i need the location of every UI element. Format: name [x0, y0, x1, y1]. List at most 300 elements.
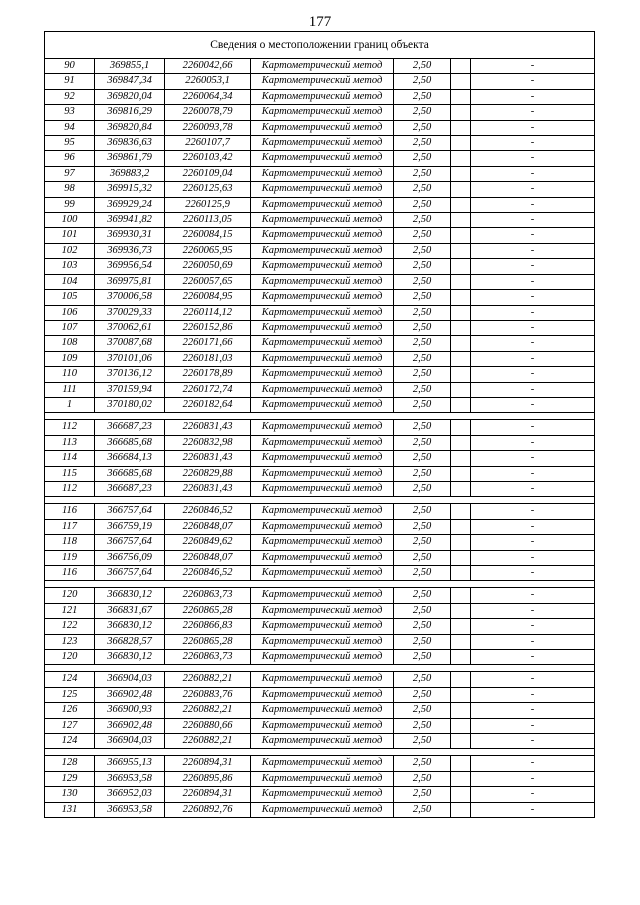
- point-number: 129: [45, 771, 95, 786]
- table-row: [45, 166, 595, 181]
- x-coordinate: 369847,34: [95, 74, 165, 89]
- y-coordinate: 2260895,86: [165, 771, 251, 786]
- description: -: [471, 435, 595, 450]
- point-number: 131: [45, 802, 95, 817]
- y-coordinate: 2260114,12: [165, 305, 251, 320]
- table-row: [45, 435, 595, 450]
- method: Картометрический метод: [251, 566, 394, 581]
- method: Картометрический метод: [251, 120, 394, 135]
- empty-cell: [451, 136, 471, 151]
- description: -: [471, 89, 595, 104]
- table-row: [45, 367, 595, 382]
- x-coordinate: 366759,19: [95, 519, 165, 534]
- accuracy: 2,50: [394, 756, 451, 771]
- method: Картометрический метод: [251, 718, 394, 733]
- x-coordinate: 369956,54: [95, 259, 165, 274]
- method: Картометрический метод: [251, 771, 394, 786]
- description: -: [471, 703, 595, 718]
- description: -: [471, 274, 595, 289]
- point-number: 98: [45, 182, 95, 197]
- table-row: [45, 420, 595, 435]
- empty-cell: [451, 367, 471, 382]
- method: Картометрический метод: [251, 634, 394, 649]
- table-row: [45, 619, 595, 634]
- point-number: 121: [45, 603, 95, 618]
- table-row: [45, 550, 595, 565]
- point-number: 1: [45, 397, 95, 412]
- empty-cell: [451, 451, 471, 466]
- method: Картометрический метод: [251, 89, 394, 104]
- point-number: 117: [45, 519, 95, 534]
- y-coordinate: 2260050,69: [165, 259, 251, 274]
- table-row: [45, 290, 595, 305]
- point-number: 92: [45, 89, 95, 104]
- point-number: 101: [45, 228, 95, 243]
- table-row: [45, 182, 595, 197]
- point-number: 95: [45, 136, 95, 151]
- table-row: [45, 382, 595, 397]
- y-coordinate: 2260181,03: [165, 351, 251, 366]
- y-coordinate: 2260831,43: [165, 481, 251, 496]
- description: -: [471, 519, 595, 534]
- description: -: [471, 504, 595, 519]
- point-number: 123: [45, 634, 95, 649]
- accuracy: 2,50: [394, 197, 451, 212]
- description: -: [471, 771, 595, 786]
- accuracy: 2,50: [394, 603, 451, 618]
- x-coordinate: 366902,48: [95, 718, 165, 733]
- method: Картометрический метод: [251, 259, 394, 274]
- y-coordinate: 2260883,76: [165, 687, 251, 702]
- method: Картометрический метод: [251, 466, 394, 481]
- accuracy: 2,50: [394, 550, 451, 565]
- y-coordinate: 2260084,95: [165, 290, 251, 305]
- y-coordinate: 2260125,63: [165, 182, 251, 197]
- empty-cell: [451, 336, 471, 351]
- point-number: 130: [45, 787, 95, 802]
- description: -: [471, 603, 595, 618]
- y-coordinate: 2260171,66: [165, 336, 251, 351]
- x-coordinate: 369915,32: [95, 182, 165, 197]
- x-coordinate: 369836,63: [95, 136, 165, 151]
- point-number: 128: [45, 756, 95, 771]
- y-coordinate: 2260882,21: [165, 672, 251, 687]
- accuracy: 2,50: [394, 787, 451, 802]
- y-coordinate: 2260172,74: [165, 382, 251, 397]
- point-number: 112: [45, 481, 95, 496]
- empty-cell: [451, 603, 471, 618]
- y-coordinate: 2260103,42: [165, 151, 251, 166]
- empty-cell: [451, 566, 471, 581]
- accuracy: 2,50: [394, 481, 451, 496]
- table-row: [45, 687, 595, 702]
- empty-cell: [451, 228, 471, 243]
- method: Картометрический метод: [251, 435, 394, 450]
- x-coordinate: 366953,58: [95, 802, 165, 817]
- method: Картометрический метод: [251, 74, 394, 89]
- description: -: [471, 672, 595, 687]
- x-coordinate: 366831,67: [95, 603, 165, 618]
- accuracy: 2,50: [394, 151, 451, 166]
- y-coordinate: 2260178,89: [165, 367, 251, 382]
- accuracy: 2,50: [394, 718, 451, 733]
- point-number: 102: [45, 243, 95, 258]
- accuracy: 2,50: [394, 120, 451, 135]
- point-number: 118: [45, 535, 95, 550]
- point-number: 97: [45, 166, 95, 181]
- empty-cell: [451, 588, 471, 603]
- method: Картометрический метод: [251, 382, 394, 397]
- accuracy: 2,50: [394, 290, 451, 305]
- description: -: [471, 718, 595, 733]
- method: Картометрический метод: [251, 166, 394, 181]
- table-row: [45, 588, 595, 603]
- method: Картометрический метод: [251, 305, 394, 320]
- method: Картометрический метод: [251, 367, 394, 382]
- point-number: 109: [45, 351, 95, 366]
- accuracy: 2,50: [394, 182, 451, 197]
- empty-cell: [451, 756, 471, 771]
- method: Картометрический метод: [251, 787, 394, 802]
- empty-cell: [451, 787, 471, 802]
- accuracy: 2,50: [394, 213, 451, 228]
- description: -: [471, 588, 595, 603]
- method: Картометрический метод: [251, 136, 394, 151]
- y-coordinate: 2260849,62: [165, 535, 251, 550]
- x-coordinate: 366687,23: [95, 420, 165, 435]
- x-coordinate: 366902,48: [95, 687, 165, 702]
- accuracy: 2,50: [394, 535, 451, 550]
- method: Картометрический метод: [251, 650, 394, 665]
- accuracy: 2,50: [394, 367, 451, 382]
- point-number: 115: [45, 466, 95, 481]
- method: Картометрический метод: [251, 397, 394, 412]
- point-number: 96: [45, 151, 95, 166]
- description: -: [471, 120, 595, 135]
- y-coordinate: 2260065,95: [165, 243, 251, 258]
- description: -: [471, 290, 595, 305]
- empty-cell: [451, 650, 471, 665]
- y-coordinate: 2260053,1: [165, 74, 251, 89]
- table-row: [45, 734, 595, 749]
- point-number: 107: [45, 320, 95, 335]
- table-row: [45, 136, 595, 151]
- y-coordinate: 2260863,73: [165, 650, 251, 665]
- accuracy: 2,50: [394, 588, 451, 603]
- empty-cell: [451, 634, 471, 649]
- empty-cell: [451, 718, 471, 733]
- description: -: [471, 136, 595, 151]
- empty-cell: [451, 802, 471, 817]
- table-row: [45, 228, 595, 243]
- table-row: [45, 451, 595, 466]
- empty-cell: [451, 535, 471, 550]
- description: -: [471, 228, 595, 243]
- table-row: [45, 481, 595, 496]
- empty-cell: [451, 435, 471, 450]
- description: -: [471, 481, 595, 496]
- description: -: [471, 535, 595, 550]
- x-coordinate: 366828,57: [95, 634, 165, 649]
- table-row: [45, 718, 595, 733]
- table-row: [45, 197, 595, 212]
- y-coordinate: 2260152,86: [165, 320, 251, 335]
- y-coordinate: 2260831,43: [165, 420, 251, 435]
- x-coordinate: 366756,09: [95, 550, 165, 565]
- table-row: [45, 535, 595, 550]
- table-row: [45, 504, 595, 519]
- y-coordinate: 2260892,76: [165, 802, 251, 817]
- method: Картометрический метод: [251, 687, 394, 702]
- table-row: [45, 703, 595, 718]
- x-coordinate: 369855,1: [95, 59, 165, 74]
- method: Картометрический метод: [251, 802, 394, 817]
- empty-cell: [451, 105, 471, 120]
- empty-cell: [451, 504, 471, 519]
- accuracy: 2,50: [394, 105, 451, 120]
- point-number: 110: [45, 367, 95, 382]
- y-coordinate: 2260882,21: [165, 703, 251, 718]
- point-number: 105: [45, 290, 95, 305]
- y-coordinate: 2260107,7: [165, 136, 251, 151]
- x-coordinate: 370062,61: [95, 320, 165, 335]
- accuracy: 2,50: [394, 703, 451, 718]
- empty-cell: [451, 351, 471, 366]
- accuracy: 2,50: [394, 435, 451, 450]
- table-row: [45, 320, 595, 335]
- description: -: [471, 336, 595, 351]
- table-row: [45, 89, 595, 104]
- x-coordinate: 369883,2: [95, 166, 165, 181]
- y-coordinate: 2260848,07: [165, 550, 251, 565]
- description: -: [471, 74, 595, 89]
- method: Картометрический метод: [251, 182, 394, 197]
- table-row: [45, 351, 595, 366]
- x-coordinate: 369861,79: [95, 151, 165, 166]
- method: Картометрический метод: [251, 451, 394, 466]
- description: -: [471, 197, 595, 212]
- description: -: [471, 59, 595, 74]
- x-coordinate: 370006,58: [95, 290, 165, 305]
- description: -: [471, 466, 595, 481]
- x-coordinate: 370180,02: [95, 397, 165, 412]
- method: Картометрический метод: [251, 619, 394, 634]
- y-coordinate: 2260863,73: [165, 588, 251, 603]
- y-coordinate: 2260894,31: [165, 787, 251, 802]
- x-coordinate: 370101,06: [95, 351, 165, 366]
- description: -: [471, 259, 595, 274]
- x-coordinate: 366830,12: [95, 619, 165, 634]
- x-coordinate: 370087,68: [95, 336, 165, 351]
- empty-cell: [451, 687, 471, 702]
- empty-cell: [451, 550, 471, 565]
- method: Картометрический метод: [251, 213, 394, 228]
- y-coordinate: 2260042,66: [165, 59, 251, 74]
- empty-cell: [451, 703, 471, 718]
- group-separator: [45, 665, 595, 672]
- empty-cell: [451, 305, 471, 320]
- y-coordinate: 2260093,78: [165, 120, 251, 135]
- description: -: [471, 243, 595, 258]
- x-coordinate: 369941,82: [95, 213, 165, 228]
- empty-cell: [451, 481, 471, 496]
- x-coordinate: 366955,13: [95, 756, 165, 771]
- description: -: [471, 305, 595, 320]
- y-coordinate: 2260848,07: [165, 519, 251, 534]
- method: Картометрический метод: [251, 588, 394, 603]
- description: -: [471, 420, 595, 435]
- x-coordinate: 366953,58: [95, 771, 165, 786]
- table-row: [45, 787, 595, 802]
- y-coordinate: 2260109,04: [165, 166, 251, 181]
- empty-cell: [451, 466, 471, 481]
- boundary-table: [44, 31, 595, 818]
- method: Картометрический метод: [251, 420, 394, 435]
- method: Картометрический метод: [251, 756, 394, 771]
- table-row: [45, 756, 595, 771]
- description: -: [471, 687, 595, 702]
- description: -: [471, 367, 595, 382]
- description: -: [471, 756, 595, 771]
- x-coordinate: 366684,13: [95, 451, 165, 466]
- accuracy: 2,50: [394, 305, 451, 320]
- description: -: [471, 451, 595, 466]
- empty-cell: [451, 420, 471, 435]
- point-number: 116: [45, 504, 95, 519]
- empty-cell: [451, 397, 471, 412]
- point-number: 120: [45, 650, 95, 665]
- method: Картометрический метод: [251, 197, 394, 212]
- method: Картометрический метод: [251, 519, 394, 534]
- table-row: [45, 672, 595, 687]
- accuracy: 2,50: [394, 136, 451, 151]
- method: Картометрический метод: [251, 59, 394, 74]
- accuracy: 2,50: [394, 687, 451, 702]
- accuracy: 2,50: [394, 382, 451, 397]
- point-number: 103: [45, 259, 95, 274]
- x-coordinate: 369929,24: [95, 197, 165, 212]
- point-number: 122: [45, 619, 95, 634]
- description: -: [471, 182, 595, 197]
- accuracy: 2,50: [394, 504, 451, 519]
- y-coordinate: 2260846,52: [165, 504, 251, 519]
- y-coordinate: 2260057,65: [165, 274, 251, 289]
- point-number: 111: [45, 382, 95, 397]
- description: -: [471, 566, 595, 581]
- y-coordinate: 2260866,83: [165, 619, 251, 634]
- table-row: [45, 259, 595, 274]
- point-number: 119: [45, 550, 95, 565]
- table-row: [45, 151, 595, 166]
- table-row: [45, 274, 595, 289]
- y-coordinate: 2260880,66: [165, 718, 251, 733]
- point-number: 108: [45, 336, 95, 351]
- point-number: 126: [45, 703, 95, 718]
- accuracy: 2,50: [394, 228, 451, 243]
- accuracy: 2,50: [394, 320, 451, 335]
- table-row: [45, 802, 595, 817]
- table-row: [45, 650, 595, 665]
- method: Картометрический метод: [251, 228, 394, 243]
- empty-cell: [451, 672, 471, 687]
- x-coordinate: 370029,33: [95, 305, 165, 320]
- x-coordinate: 366904,03: [95, 672, 165, 687]
- description: -: [471, 802, 595, 817]
- y-coordinate: 2260832,98: [165, 435, 251, 450]
- point-number: 113: [45, 435, 95, 450]
- description: -: [471, 787, 595, 802]
- method: Картометрический метод: [251, 535, 394, 550]
- accuracy: 2,50: [394, 771, 451, 786]
- empty-cell: [451, 619, 471, 634]
- table-row: [45, 771, 595, 786]
- point-number: 90: [45, 59, 95, 74]
- point-number: 99: [45, 197, 95, 212]
- empty-cell: [451, 182, 471, 197]
- empty-cell: [451, 197, 471, 212]
- point-number: 106: [45, 305, 95, 320]
- table-row: [45, 634, 595, 649]
- method: Картометрический метод: [251, 603, 394, 618]
- description: -: [471, 166, 595, 181]
- accuracy: 2,50: [394, 59, 451, 74]
- accuracy: 2,50: [394, 650, 451, 665]
- empty-cell: [451, 259, 471, 274]
- description: -: [471, 650, 595, 665]
- description: -: [471, 382, 595, 397]
- y-coordinate: 2260113,05: [165, 213, 251, 228]
- accuracy: 2,50: [394, 466, 451, 481]
- description: -: [471, 619, 595, 634]
- y-coordinate: 2260846,52: [165, 566, 251, 581]
- table-row: [45, 105, 595, 120]
- x-coordinate: 369930,31: [95, 228, 165, 243]
- method: Картометрический метод: [251, 243, 394, 258]
- empty-cell: [451, 213, 471, 228]
- method: Картометрический метод: [251, 105, 394, 120]
- accuracy: 2,50: [394, 519, 451, 534]
- group-separator: [45, 581, 595, 588]
- x-coordinate: 366757,64: [95, 566, 165, 581]
- x-coordinate: 366685,68: [95, 435, 165, 450]
- accuracy: 2,50: [394, 166, 451, 181]
- method: Картометрический метод: [251, 274, 394, 289]
- accuracy: 2,50: [394, 397, 451, 412]
- point-number: 120: [45, 588, 95, 603]
- description: -: [471, 320, 595, 335]
- x-coordinate: 366685,68: [95, 466, 165, 481]
- group-separator: [45, 497, 595, 504]
- point-number: 114: [45, 451, 95, 466]
- method: Картометрический метод: [251, 151, 394, 166]
- point-number: 125: [45, 687, 95, 702]
- accuracy: 2,50: [394, 672, 451, 687]
- point-number: 124: [45, 734, 95, 749]
- empty-cell: [451, 243, 471, 258]
- empty-cell: [451, 382, 471, 397]
- x-coordinate: 369816,29: [95, 105, 165, 120]
- method: Картометрический метод: [251, 351, 394, 366]
- y-coordinate: 2260829,88: [165, 466, 251, 481]
- empty-cell: [451, 120, 471, 135]
- description: -: [471, 734, 595, 749]
- x-coordinate: 366757,64: [95, 535, 165, 550]
- accuracy: 2,50: [394, 734, 451, 749]
- x-coordinate: 366900,93: [95, 703, 165, 718]
- x-coordinate: 369820,84: [95, 120, 165, 135]
- accuracy: 2,50: [394, 336, 451, 351]
- description: -: [471, 351, 595, 366]
